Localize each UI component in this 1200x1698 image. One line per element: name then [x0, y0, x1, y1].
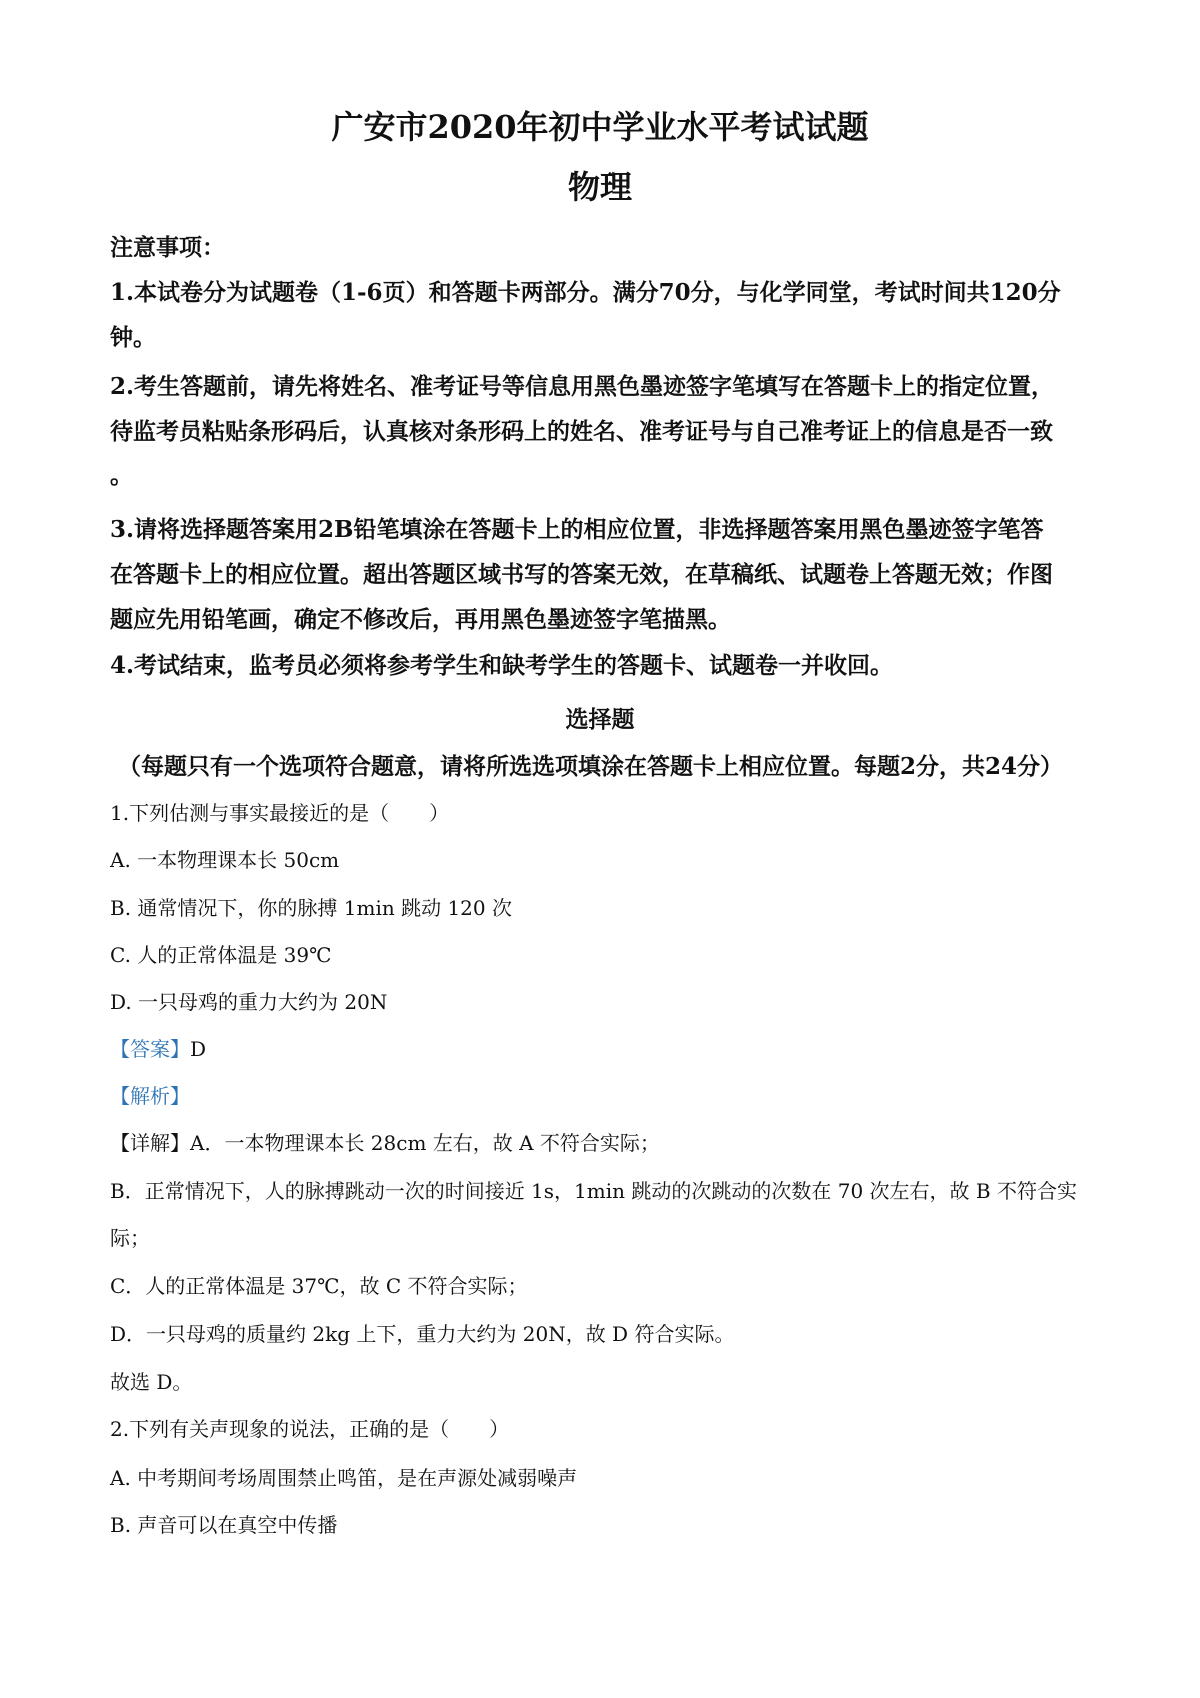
- exam-title: 广安市2020年初中学业水平考试试题: [331, 108, 869, 146]
- notice-item-2-line-3: 。: [110, 462, 133, 489]
- section-heading: 选择题: [565, 706, 635, 733]
- notice-item-2-line-2: 待监考员粘贴条形码后，认真核对条形码上的姓名、准考证号与自己准考证上的信息是否一致: [110, 418, 1053, 445]
- q1-detail-line-2: B．正常情况下，人的脉搏跳动一次的时间接近 1s，1min 跳动的次跳动的次数在 70 次左右，故 B 不符合实: [110, 1179, 1077, 1203]
- q2-option-a: A. 中考期间考场周围禁止鸣笛，是在声源处减弱噪声: [110, 1466, 578, 1490]
- q2-stem: 2.下列有关声现象的说法，正确的是（ ）: [110, 1417, 510, 1441]
- notice-heading: 注意事项：: [110, 234, 225, 261]
- subject-title: 物理: [567, 168, 632, 206]
- q1-option-a: A. 一本物理课本长 50cm: [110, 848, 340, 872]
- q1-detail-line-6: 故选 D。: [110, 1370, 193, 1394]
- q2-option-b: B. 声音可以在真空中传播: [110, 1513, 338, 1537]
- q1-answer: [110, 1033, 206, 1062]
- q1-detail-line-4: C．人的正常体温是 37℃，故 C 不符合实际；: [110, 1274, 528, 1298]
- q1-option-b: B. 通常情况下，你的脉搏 1min 跳动 120 次: [110, 896, 512, 920]
- notice-item-3-line-3: 题应先用铅笔画，确定不修改后，再用黑色墨迹签字笔描黑。: [110, 606, 731, 633]
- q1-detail-line-1: 【详解】A．一本物理课本长 28cm 左右，故 A 不符合实际；: [110, 1131, 660, 1155]
- q1-detail-line-5: D．一只母鸡的质量约 2kg 上下，重力大约为 20N，故 D 符合实际。: [110, 1322, 735, 1346]
- q1-option-d: D. 一只母鸡的重力大约为 20N: [110, 990, 388, 1014]
- notice-item-1-line-1: 1.本试卷分为试题卷（1-6页）和答题卡两部分。满分70分，与化学同堂，考试时间共120分: [110, 279, 1061, 306]
- answer-value: D: [190, 1037, 207, 1061]
- notice-item-3-line-1: 3.请将选择题答案用2B铅笔填涂在答题卡上的相应位置，非选择题答案用黑色墨迹签字笔答: [110, 516, 1044, 543]
- answer-tag: 【答案】: [110, 1037, 190, 1061]
- q1-option-c: C. 人的正常体温是 39℃: [110, 943, 332, 967]
- notice-item-3-line-2: 在答题卡上的相应位置。超出答题区域书写的答案无效，在草稿纸、试题卷上答题无效；作图: [110, 561, 1053, 588]
- q1-detail-line-3: 际；: [110, 1226, 150, 1250]
- analysis-tag: 【解析】: [110, 1084, 190, 1108]
- section-instruction: （每题只有一个选项符合题意，请将所选选项填涂在答题卡上相应位置。每题2分，共24分）: [118, 753, 1064, 780]
- q1-stem: 1.下列估测与事实最接近的是（ ）: [110, 801, 450, 825]
- notice-item-4: 4.考试结束，监考员必须将参考学生和缺考学生的答题卡、试题卷一并收回。: [110, 652, 894, 679]
- notice-item-2-line-1: 2.考生答题前，请先将姓名、准考证号等信息用黑色墨迹签字笔填写在答题卡上的指定位置，: [110, 373, 1055, 400]
- notice-item-1-line-2: 钟。: [110, 324, 156, 351]
